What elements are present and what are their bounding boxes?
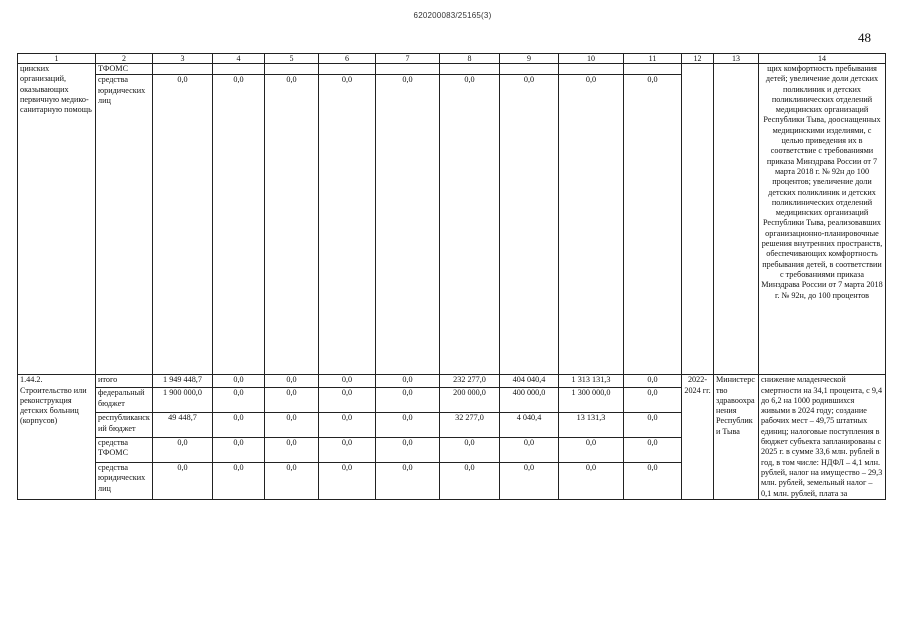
- column-number: 2: [96, 54, 153, 64]
- value-cell: 32 277,0: [440, 413, 500, 438]
- document-id: 620200083/25165(3): [413, 11, 492, 20]
- value-cell: 0,0: [213, 413, 265, 438]
- period-cell-empty: [682, 64, 714, 375]
- value-cell: 0,0: [624, 438, 682, 463]
- value-cell: 0,0: [500, 75, 559, 375]
- column-number: 14: [759, 54, 886, 64]
- column-number: 7: [376, 54, 440, 64]
- value-cell: 1 300 000,0: [559, 388, 624, 413]
- value-cell: 0,0: [624, 75, 682, 375]
- value-cell: 200 000,0: [440, 388, 500, 413]
- value-cell: 1 949 448,7: [153, 375, 213, 388]
- column-number: 12: [682, 54, 714, 64]
- budget-table: [17, 53, 886, 500]
- value-cell: 0,0: [265, 438, 319, 463]
- value-cell: 0,0: [213, 463, 265, 500]
- expected-results: снижение младенческой смертности на 34,1 процента, с 9,4 до 6,2 на 1000 родившихся живыми в 2024 году; создание рабочих мест – 49,75 штатных единиц; налоговые поступления в бюджет субъекта запланированы с 2025 г. в сумме 33,6 млн. рублей в год, в том числе: НДФЛ – 4,1 млн. рублей, налог на имущество – 29,3 млн. рублей, земельный налог – 0,1 млн. рублей, плата за: [759, 375, 886, 500]
- value-cell: 0,0: [213, 375, 265, 388]
- value-cell: 0,0: [500, 438, 559, 463]
- column-number: 8: [440, 54, 500, 64]
- column-number: 10: [559, 54, 624, 64]
- value-cell: 0,0: [376, 375, 440, 388]
- value-cell: 0,0: [153, 438, 213, 463]
- measure-name-continued: цинских организаций, оказывающих первичную медико-санитарную помощь: [18, 64, 96, 375]
- value-cell: 0,0: [265, 388, 319, 413]
- responsible-executor: Министерство здравоохранения Республики Тыва: [714, 375, 759, 500]
- column-number: 1: [18, 54, 96, 64]
- value-cell: 404 040,4: [500, 375, 559, 388]
- funding-source: итого: [96, 375, 153, 388]
- value-cell: 0,0: [559, 463, 624, 500]
- funding-source: средства юридических лиц: [96, 75, 153, 375]
- executor-cell-empty: [714, 64, 759, 375]
- value-cell: 0,0: [624, 375, 682, 388]
- funding-source: средства юридических лиц: [96, 463, 153, 500]
- value-cell: 13 131,3: [559, 413, 624, 438]
- value-cell: 0,0: [376, 463, 440, 500]
- column-number-row: [18, 54, 886, 64]
- value-cell: 0,0: [440, 438, 500, 463]
- column-number: 9: [500, 54, 559, 64]
- funding-source: средства ТФОМС: [96, 438, 153, 463]
- value-cell: 0,0: [440, 75, 500, 375]
- value-cell: 1 900 000,0: [153, 388, 213, 413]
- value-cell: 0,0: [319, 463, 376, 500]
- funding-source: федеральный бюджет: [96, 388, 153, 413]
- value-cell: 0,0: [440, 463, 500, 500]
- column-number: 5: [265, 54, 319, 64]
- column-number: 3: [153, 54, 213, 64]
- value-cell: 0,0: [265, 463, 319, 500]
- value-cell: 0,0: [319, 375, 376, 388]
- funding-source: ТФОМС: [96, 64, 153, 75]
- value-cell: 400 000,0: [500, 388, 559, 413]
- value-cell: 49 448,7: [153, 413, 213, 438]
- column-number: 11: [624, 54, 682, 64]
- column-number: 4: [213, 54, 265, 64]
- value-cell: 0,0: [213, 75, 265, 375]
- value-cell: 0,0: [265, 75, 319, 375]
- funding-source: республиканский бюджет: [96, 413, 153, 438]
- value-cell: 0,0: [559, 438, 624, 463]
- value-cell: 0,0: [319, 75, 376, 375]
- value-cell: 0,0: [376, 388, 440, 413]
- value-cell: 0,0: [153, 75, 213, 375]
- measure-name: 1.44.2. Строительство или реконструкция детских больниц (корпусов): [18, 375, 96, 500]
- value-cell: 1 313 131,3: [559, 375, 624, 388]
- value-cell: 0,0: [265, 375, 319, 388]
- value-cell: 0,0: [624, 413, 682, 438]
- column-number: 13: [714, 54, 759, 64]
- value-cell: 0,0: [559, 75, 624, 375]
- table-row: [18, 64, 886, 75]
- value-cell: 0,0: [213, 438, 265, 463]
- value-cell: 0,0: [500, 463, 559, 500]
- value-cell: 0,0: [319, 438, 376, 463]
- value-cell: 0,0: [319, 413, 376, 438]
- value-cell: 0,0: [319, 388, 376, 413]
- table-row: [18, 375, 886, 388]
- value-cell: 232 277,0: [440, 375, 500, 388]
- value-cell: 0,0: [213, 388, 265, 413]
- value-cell: 0,0: [624, 463, 682, 500]
- expected-results-continued: щих комфортность пребывания детей; увеличение доли детских поликлиник и детских поликлинических отделений медицинских организаций Республики Тыва, дооснащенных медицинскими изделиями, с целью приведения их в соответствие с требованиями приказа Минздрава России от 7 марта 2018 г. № 92н до 100 процентов; увеличение доли детских поликлиник и детских поликлинических отделений медицинских организаций Республики Тыва, реализовавших организационно-планировочные решения внутренних пространств, обеспечивающих комфортность пребывания детей, в соответствии с требованиями приказа Минздрава России от 7 марта 2018 г. № 92н, до 100 процентов: [759, 64, 886, 375]
- implementation-period: 2022-2024 гг.: [682, 375, 714, 500]
- value-cell: 0,0: [376, 75, 440, 375]
- value-cell: 0,0: [376, 413, 440, 438]
- value-cell: 0,0: [153, 463, 213, 500]
- value-cell: 0,0: [624, 388, 682, 413]
- value-cell: 0,0: [376, 438, 440, 463]
- column-number: 6: [319, 54, 376, 64]
- value-cell: 4 040,4: [500, 413, 559, 438]
- page-number: 48: [858, 30, 871, 45]
- value-cell: 0,0: [265, 413, 319, 438]
